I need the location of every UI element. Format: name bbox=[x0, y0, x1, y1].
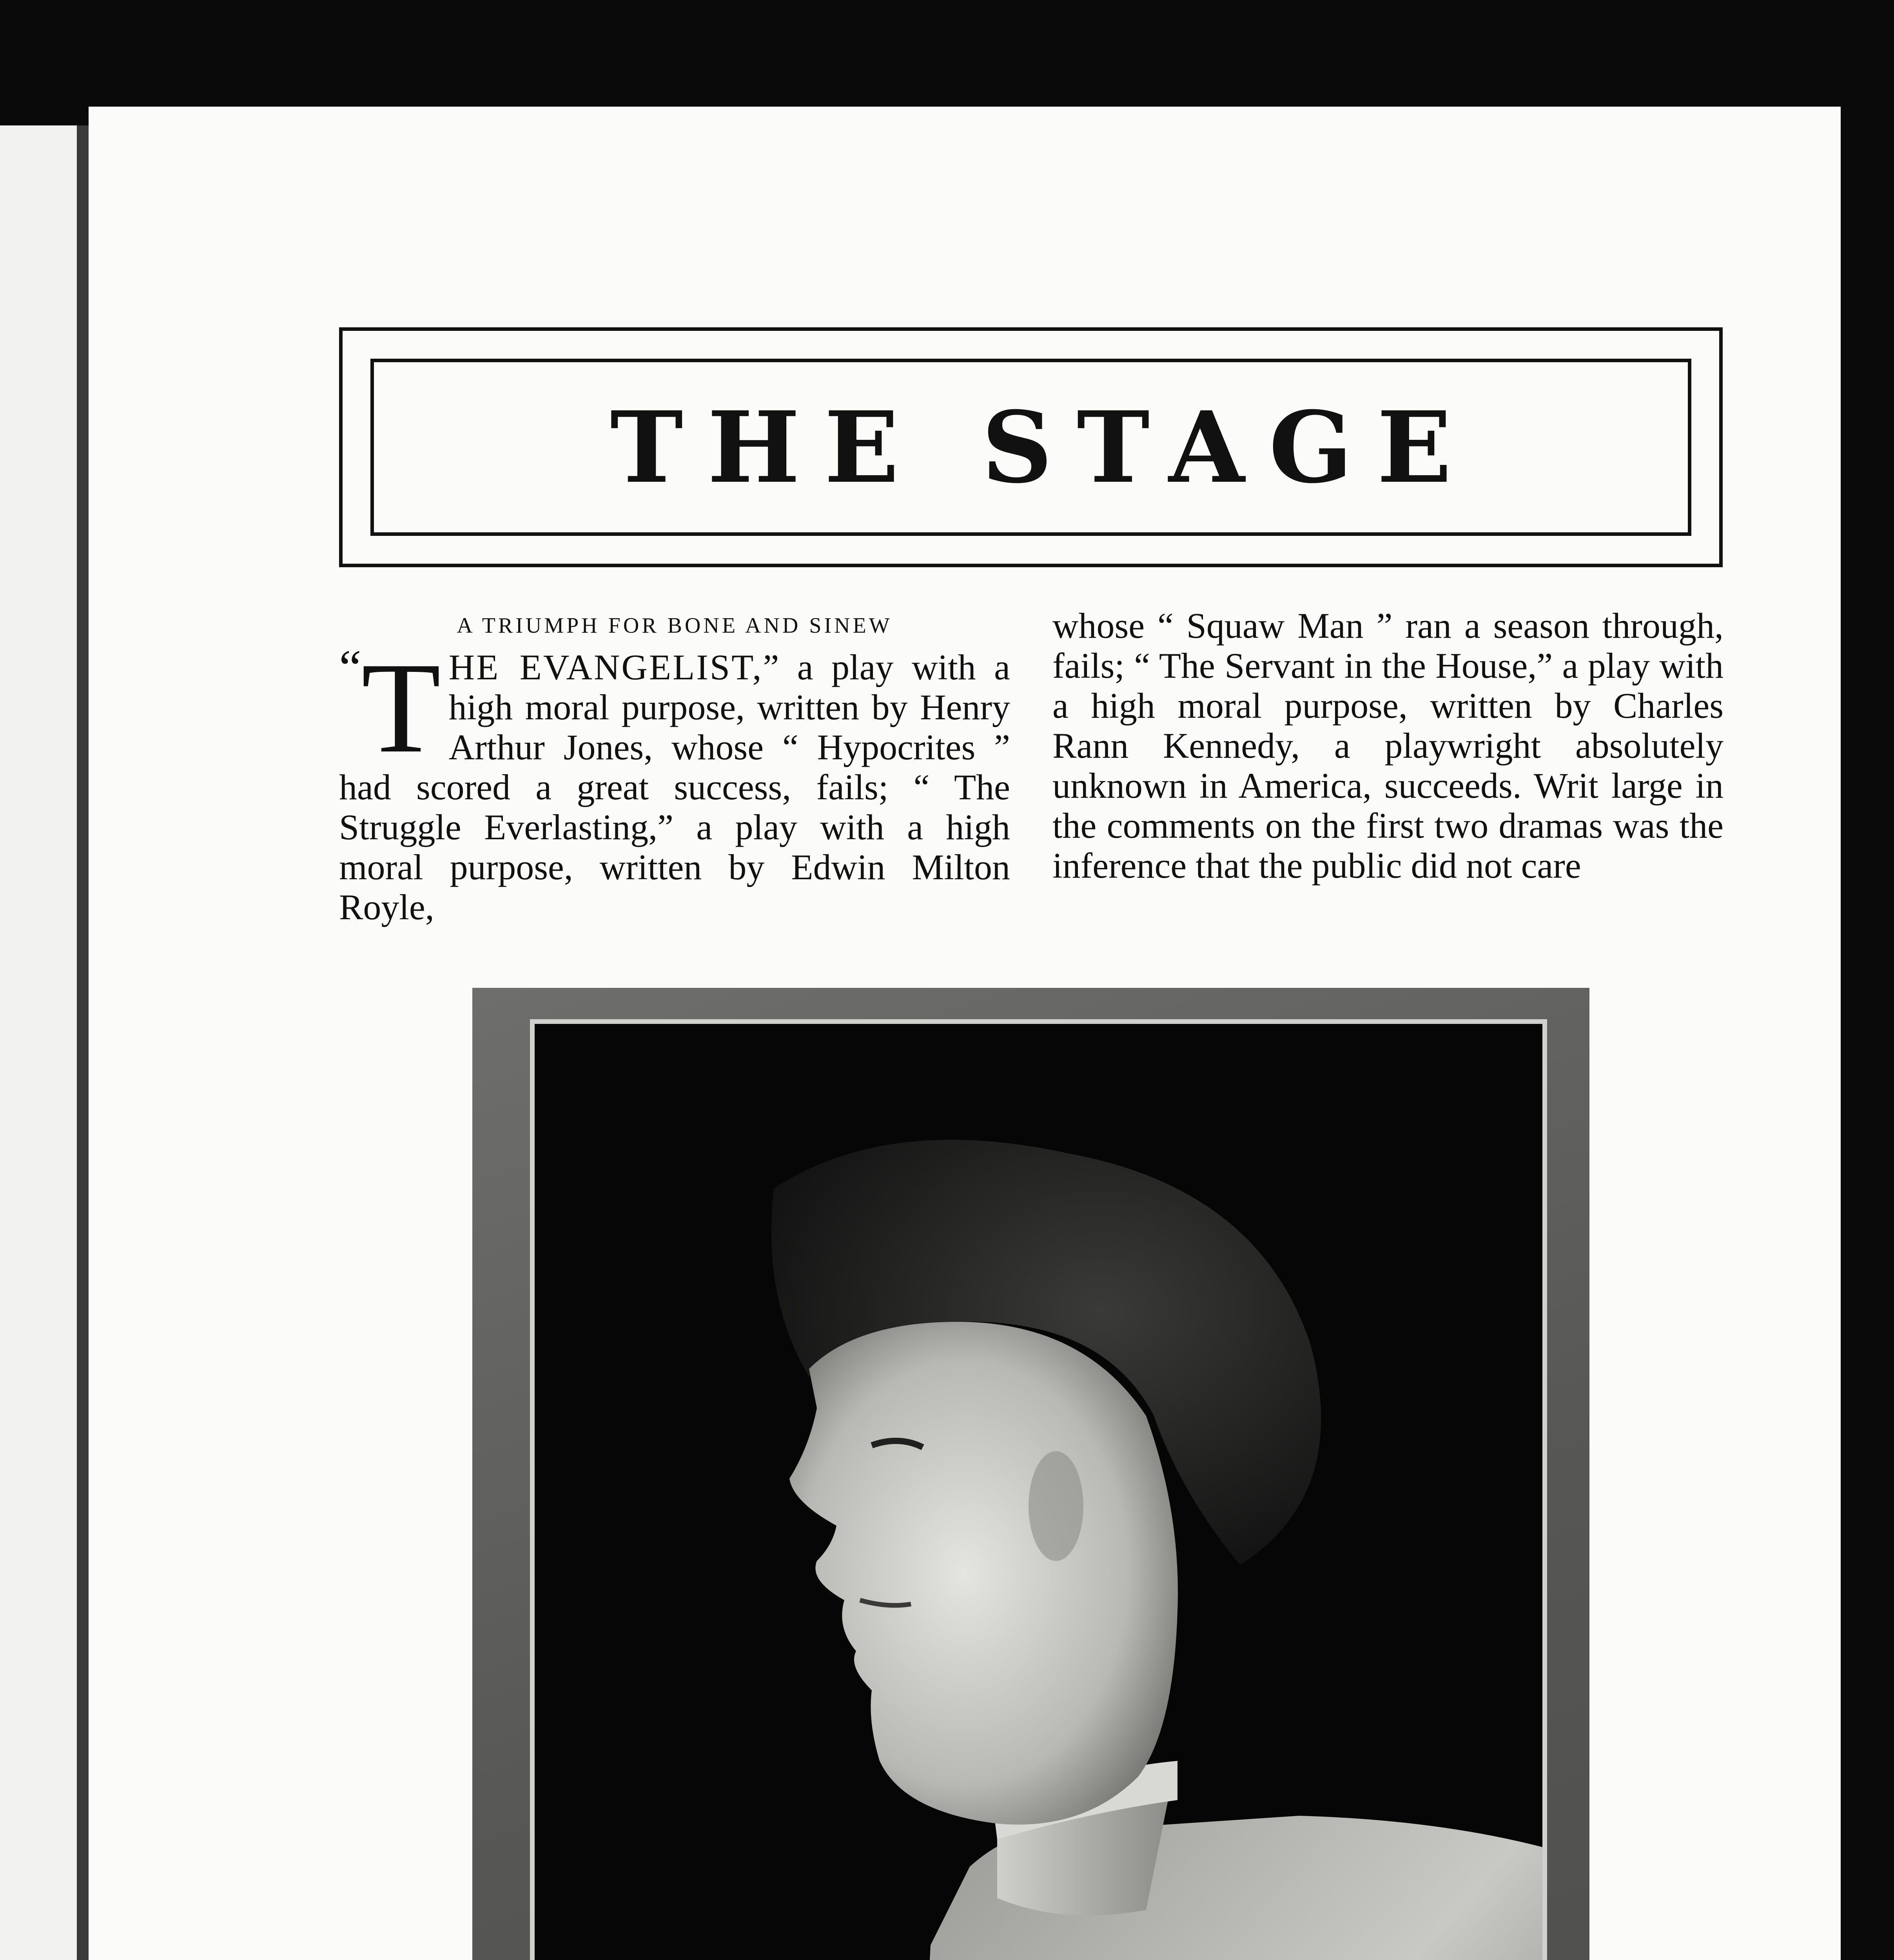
page-title: THE STAGE bbox=[610, 390, 1476, 505]
lead-body-text: ” a play with a high moral purpose, written by Henry Arthur Jones, whose “ Hypocrites ” had scored a great success, fails; “ The Struggle Everlasting,” a play with a high moral purpose, written by Edwin Milton Royle, bbox=[339, 647, 1010, 927]
portrait-photograph bbox=[530, 1019, 1547, 1960]
article-column-right bbox=[1052, 606, 1723, 886]
article-column-left bbox=[339, 606, 1010, 927]
portrait-illustration bbox=[535, 1024, 1542, 1960]
binding-gutter bbox=[77, 125, 89, 1960]
opening-quote-mark: “ bbox=[339, 640, 361, 695]
lead-small-caps: HE EVANGELIST, bbox=[448, 647, 763, 687]
continuation-paragraph: whose “ Squaw Man ” ran a season through, fails; “ The Servant in the House,” a play with a high moral purpose, written by Charles Rann Kennedy, a playwright absolutely unknown in America, succeeds. Writ large in the comments on the first two dramas was the inference that the public did not care bbox=[1052, 606, 1723, 886]
facing-page-edge bbox=[0, 125, 78, 1960]
section-heading: A TRIUMPH FOR BONE AND SINEW bbox=[457, 613, 893, 638]
lead-paragraph bbox=[339, 635, 1010, 927]
drop-cap: T bbox=[361, 635, 441, 780]
title-frame-inner bbox=[370, 359, 1691, 536]
